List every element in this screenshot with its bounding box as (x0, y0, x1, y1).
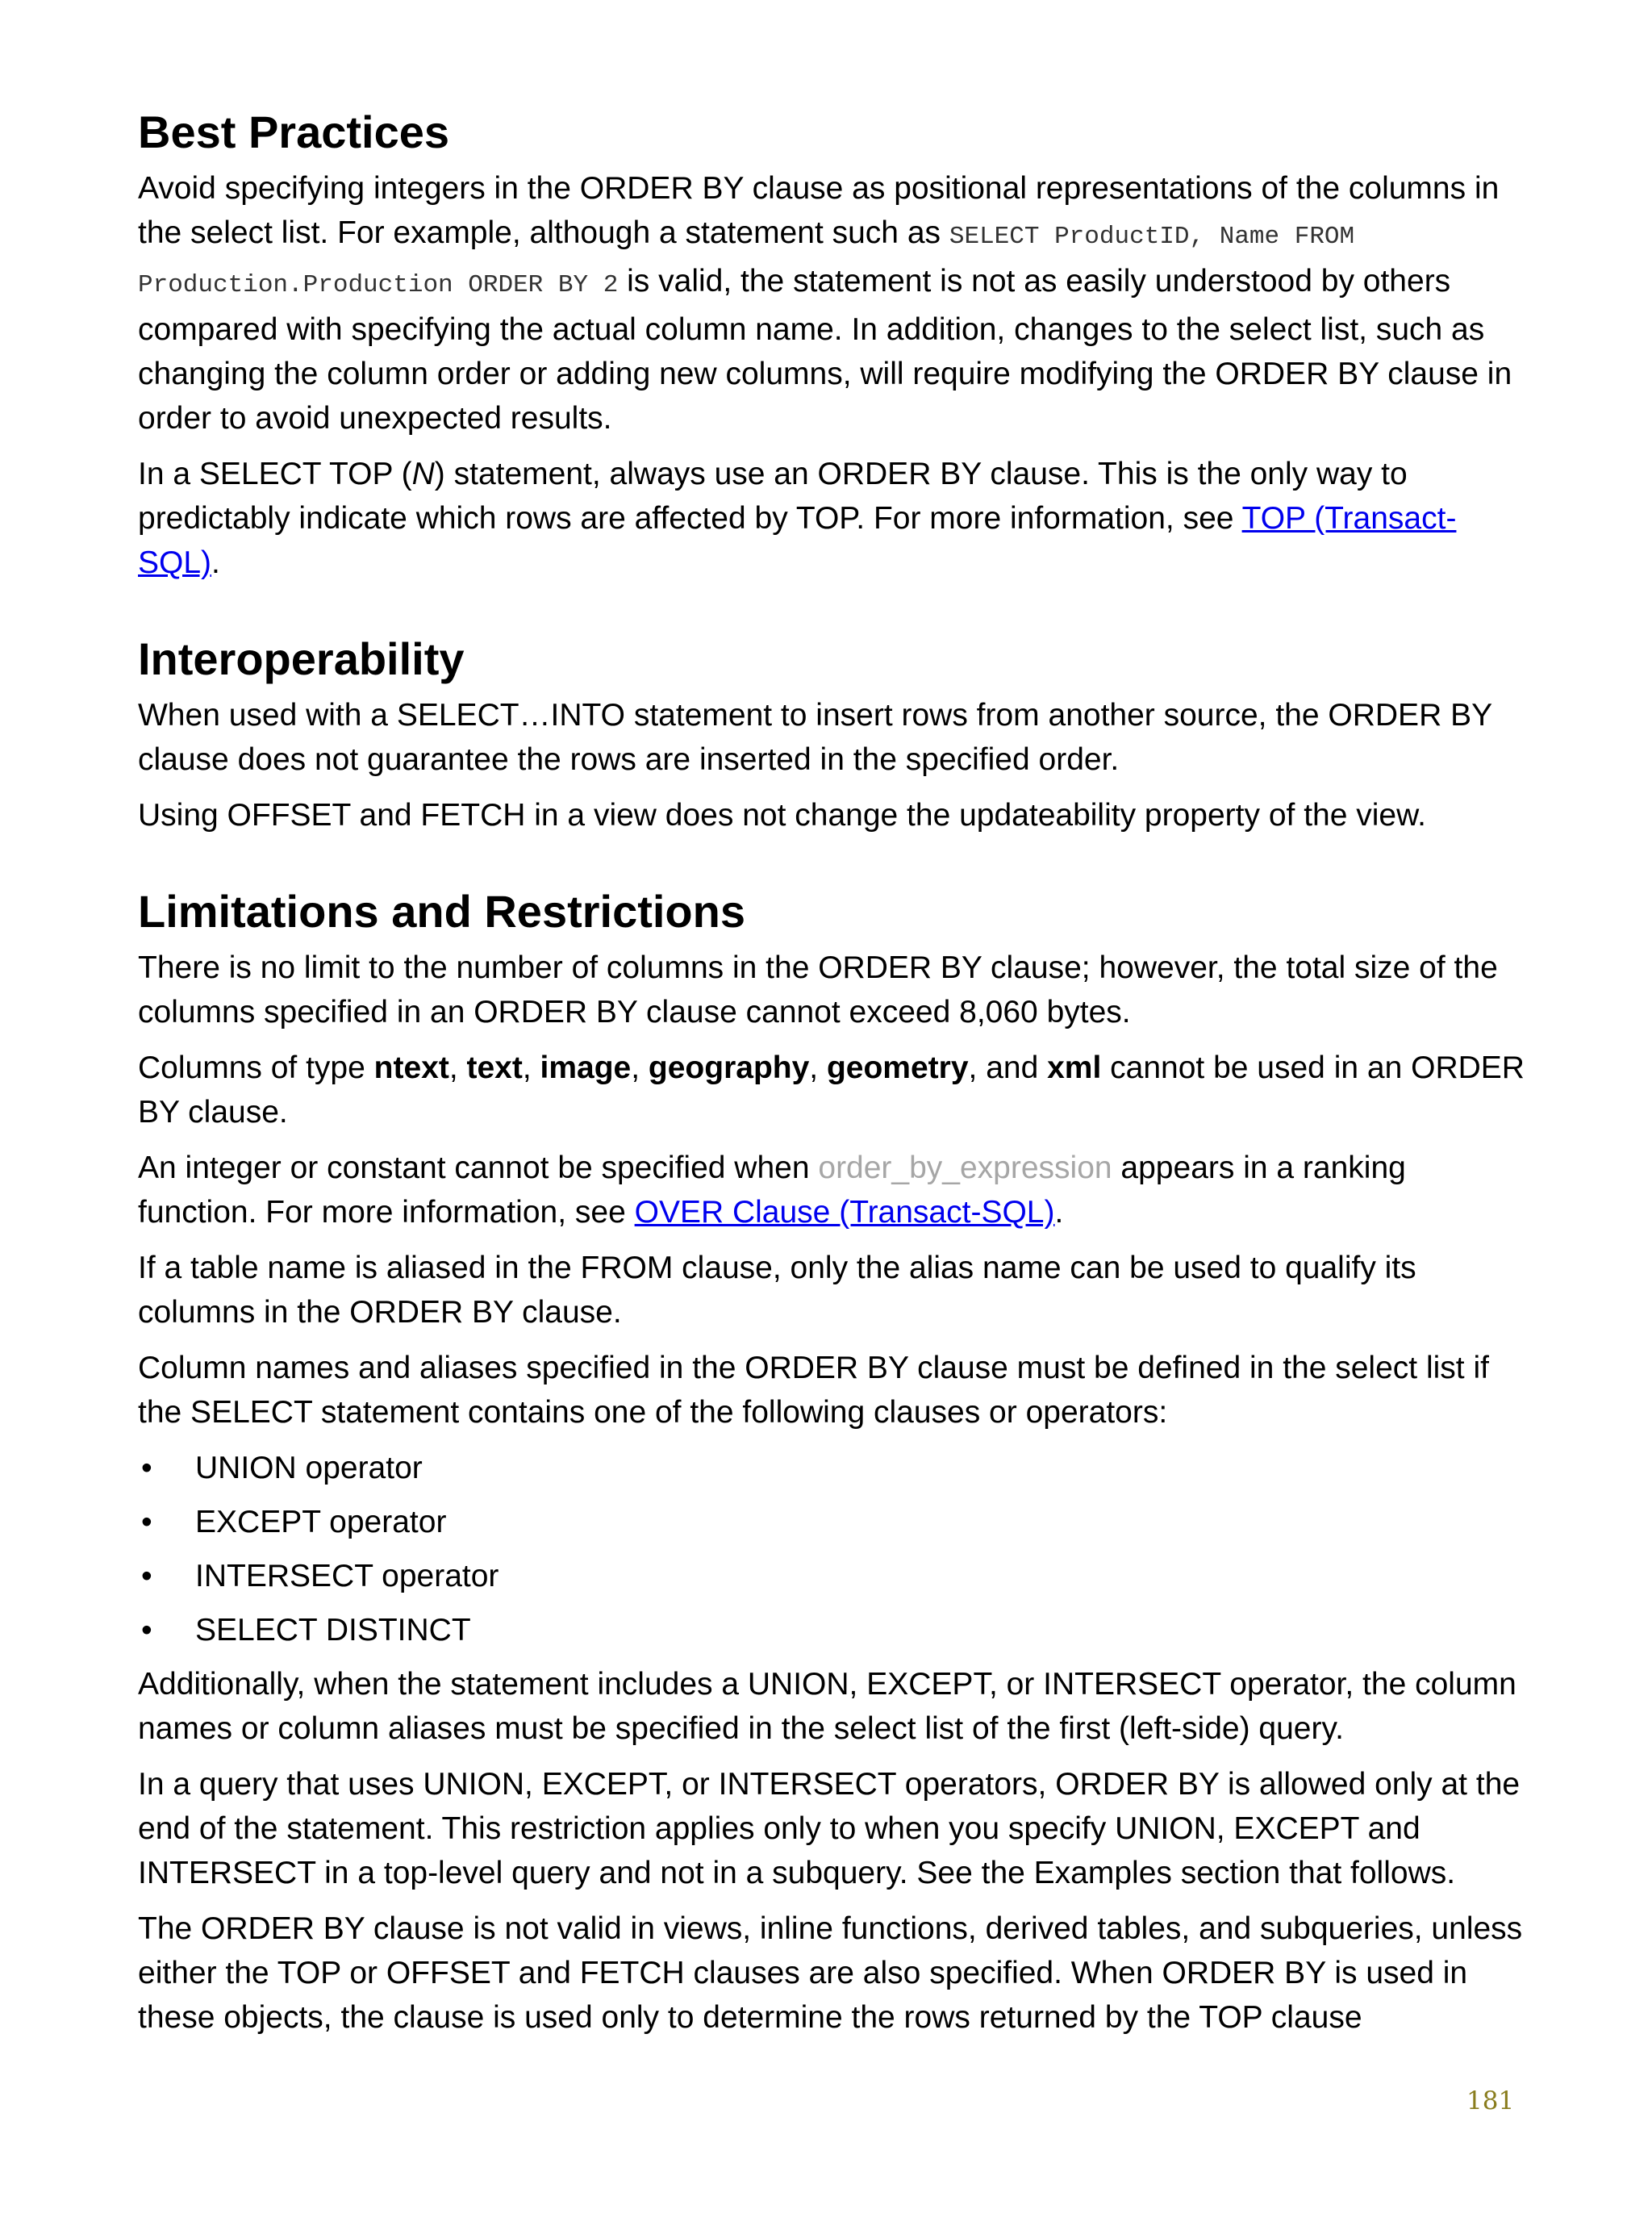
paragraph-positional-integers: Avoid specifying integers in the ORDER BY clause as positional representations of the columns in the select list. For example, although a statement such as SELECT ProductID, Name FROM Production.Production ORDER BY 2 is valid, the statement is not as easily understood by others compared with specifying the actual column name. In addition, changes to the select list, such as changing the column order or adding new columns, will require modifying the ORDER BY clause in order to avoid unexpected results. (138, 171, 1512, 436)
type-ntext: ntext (373, 1050, 449, 1085)
paragraph-views-order-by: The ORDER BY clause is not valid in views, inline functions, derived tables, and subqueries, unless either the TOP or OFFSET and FETCH clauses are also specified. When ORDER BY is used in these objects, the clause is used only to determine the rows returned by the TOP clause (138, 1911, 1523, 2035)
document-page (138, 105, 1525, 2051)
paragraph-union-order-by: In a query that uses UNION, EXCEPT, or INTERSECT operators, ORDER BY is allowed only at the end of the statement. This restriction applies only to when you specify UNION, EXCEPT and INTERSECT in a top-level query and not in a subquery. See the Examples section that follows. (138, 1767, 1521, 1890)
param-order-by-expression: order_by_expression (818, 1151, 1112, 1185)
italic-n: N (411, 457, 435, 491)
type-image: image (540, 1050, 632, 1085)
code-sample-order-by-2: SELECT ProductID, Name FROM Production.Production ORDER BY 2 (138, 223, 1355, 299)
page-number: 181 (1466, 2086, 1515, 2115)
list-item: • UNION operator (138, 1446, 1525, 1490)
paragraph-select-top: In a SELECT TOP (N) statement, always use an ORDER BY clause. This is the only way to predictably indicate which rows are affected by TOP. For more information, see TOP (Transact-SQL). (138, 457, 1457, 580)
paragraph-select-into: When used with a SELECT…INTO statement to insert rows from another source, the ORDER BY clause does not guarantee the rows are inserted in the specified order. (138, 698, 1492, 777)
type-geometry: geometry (826, 1050, 969, 1085)
heading-limitations: Limitations and Restrictions (138, 886, 745, 937)
bullet-icon: • (141, 1613, 152, 1648)
heading-best-practices: Best Practices (138, 106, 450, 157)
list-item: • EXCEPT operator (138, 1500, 1525, 1544)
bullet-icon: • (141, 1451, 152, 1485)
link-top-transact-sql[interactable]: TOP (Transact-SQL) (138, 501, 1457, 580)
paragraph-ranking-function: An integer or constant cannot be specified when order_by_expression appears in a ranking function. For more information, see OVER Clause (Transact-SQL). (138, 1151, 1406, 1230)
paragraph-offset-fetch-view: Using OFFSET and FETCH in a view does not change the updateability property of the view. (138, 798, 1426, 833)
type-geography: geography (648, 1050, 810, 1085)
list-item: • SELECT DISTINCT (138, 1608, 1525, 1652)
paragraph-table-alias: If a table name is aliased in the FROM clause, only the alias name can be used to qualify its columns in the ORDER BY clause. (138, 1251, 1416, 1330)
link-over-clause[interactable]: OVER Clause (Transact-SQL) (634, 1195, 1055, 1230)
list-item: • INTERSECT operator (138, 1554, 1525, 1598)
bullet-icon: • (141, 1505, 152, 1539)
operator-list (138, 1446, 1525, 1652)
heading-interoperability: Interoperability (138, 633, 465, 684)
paragraph-column-types: Columns of type ntext, text, image, geography, geometry, and xml cannot be used in an ORDER BY clause. (138, 1050, 1525, 1130)
paragraph-column-limit: There is no limit to the number of columns in the ORDER BY clause; however, the total size of the columns specified in an ORDER BY clause cannot exceed 8,060 bytes. (138, 950, 1498, 1029)
paragraph-union-alias: Additionally, when the statement includes a UNION, EXCEPT, or INTERSECT operator, the column names or column aliases must be specified in the select list of the first (left-side) query. (138, 1667, 1516, 1746)
paragraph-select-list-requirement: Column names and aliases specified in the ORDER BY clause must be defined in the select list if the SELECT statement contains one of the following clauses or operators: (138, 1351, 1489, 1430)
type-text: text (466, 1050, 523, 1085)
bullet-icon: • (141, 1559, 152, 1593)
type-xml: xml (1047, 1050, 1102, 1085)
